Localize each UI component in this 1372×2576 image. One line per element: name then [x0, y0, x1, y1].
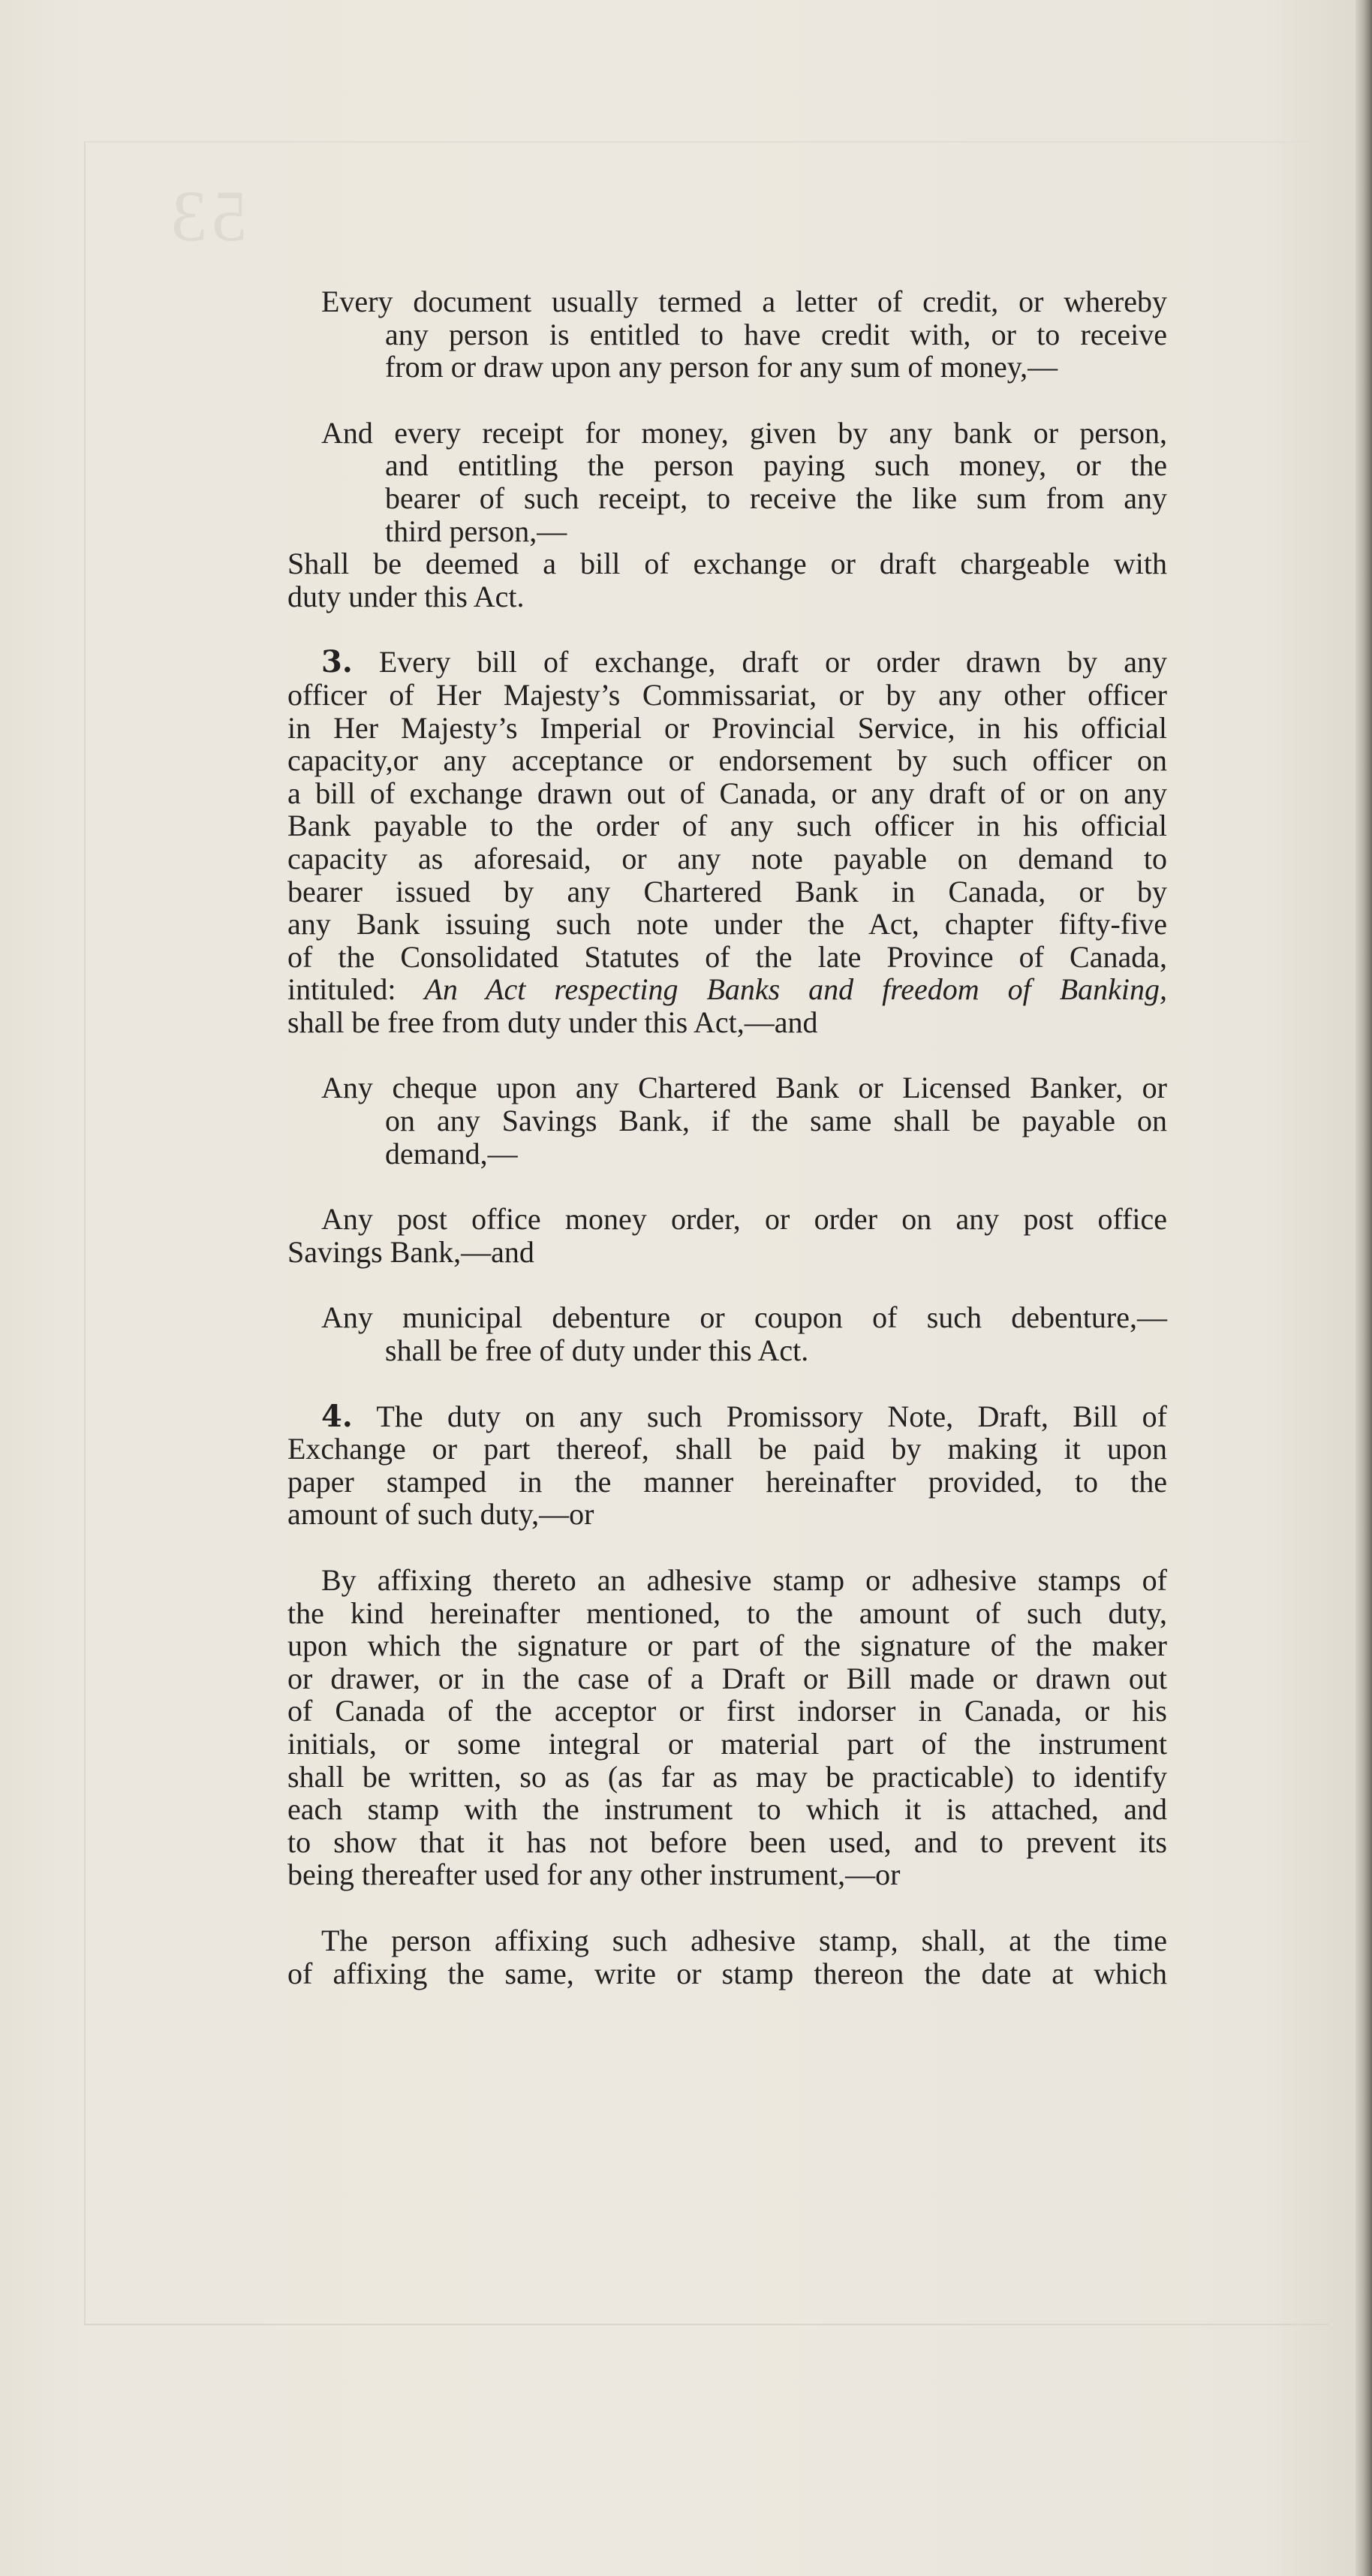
text-line: Bank payable to the order of any such officer in his official [287, 809, 1167, 843]
text-line: each stamp with the instrument to which it is attached, and [287, 1792, 1167, 1827]
text-line: of the Consolidated Statutes of the late Province of Canada, [287, 939, 1167, 974]
text-line: Shall be deemed a bill of exchange or draft chargeable with [287, 547, 1167, 581]
text-line: from or draw upon any person for any sum of money,— [385, 350, 1058, 384]
text-line: Every document usually termed a letter of credit, or whereby [321, 285, 1167, 318]
text-line: Any post office money order, or order on any post office [321, 1202, 1167, 1237]
text-line: And every receipt for money, given by any bank or person, [321, 415, 1167, 450]
text-line: capacity as aforesaid, or any note payable on demand to [287, 841, 1167, 875]
text-line: Exchange or part thereof, shall be paid by making it upon [287, 1432, 1167, 1466]
text-line: of Canada of the acceptor or first indorser in Canada, or his [287, 1694, 1167, 1728]
text-line: Every bill of exchange, draft or order drawn by any [352, 645, 1167, 679]
text-line: in Her Majesty’s Imperial or Provincial Service, in his official [287, 710, 1167, 745]
text-line: upon which the signature or part of the signature of the maker [287, 1628, 1167, 1663]
paragraph-cheque [287, 1071, 1167, 1170]
text-line: being thereafter used for any other instrument,—or [287, 1857, 901, 1892]
paragraph-letter-of-credit [287, 285, 1167, 384]
paragraph-post-office [287, 1203, 1167, 1268]
text-line: duty under this Act. [287, 579, 525, 613]
text-line: initials, or some integral or material part of the instrument [287, 1726, 1167, 1761]
section-4-first-line [287, 1400, 1167, 1433]
text-line: capacity,or any acceptance or endorsement by such officer on [287, 743, 1167, 778]
text-line: paper stamped in the manner hereinafter provided, to the [287, 1464, 1167, 1499]
text-line: shall be free from duty under this Act,—and [287, 1005, 818, 1039]
text-line: a bill of exchange drawn out of Canada, or any draft of or on any [287, 776, 1167, 810]
document-body [287, 285, 1167, 1990]
text-line: bearer of such receipt, to receive the like sum from any [385, 481, 1167, 515]
paragraph-adhesive-stamp [287, 1564, 1167, 1891]
section-4 [287, 1400, 1167, 1531]
paragraph-municipal-debenture [287, 1301, 1167, 1366]
text-line: shall be written, so as (as far as may be practicable) to identify [287, 1759, 1167, 1794]
paragraph-deemed-bill [287, 547, 1167, 613]
text-line: The person affixing such adhesive stamp, shall, at the time [321, 1923, 1167, 1957]
text-line: amount of such duty,—or [287, 1497, 594, 1532]
text-line: Any municipal debenture or coupon of such debenture,— [321, 1300, 1167, 1335]
text-line: the kind hereinafter mentioned, to the amount of such duty, [287, 1595, 1167, 1630]
section-3-first-line [287, 646, 1167, 679]
page-edge [1355, 0, 1372, 2576]
text-line: or drawer, or in the case of a Draft or Bill made or drawn out [287, 1661, 1167, 1695]
text-line: The duty on any such Promissory Note, Draft, Bill of [352, 1399, 1167, 1433]
text-line: third person,— [385, 514, 567, 548]
text-line: Savings Bank,—and [287, 1234, 534, 1269]
text-line: to show that it has not before been used, and to prevent its [287, 1824, 1167, 1859]
text-line: Any cheque upon any Chartered Bank or Licensed Banker, or [321, 1071, 1167, 1105]
intituled-line [287, 973, 1167, 1006]
page-number: 53 [167, 176, 248, 256]
section-number: 3. [321, 644, 353, 680]
intituled-label: intituled: [287, 972, 425, 1007]
text-line: shall be free of duty under this Act. [385, 1333, 809, 1368]
paragraph-person-affixing [287, 1924, 1167, 1990]
text-line: bearer issued by any Chartered Bank in Canada, or by [287, 874, 1167, 908]
section-number: 4. [321, 1398, 353, 1434]
section-3 [287, 646, 1167, 1038]
paragraph-receipt-for-money [287, 417, 1167, 547]
text-line: any person is entitled to have credit with, or to receive [385, 317, 1167, 351]
text-line: on any Savings Bank, if the same shall be payable on [385, 1104, 1167, 1138]
text-line: and entitling the person paying such money, or the [385, 448, 1167, 483]
text-line: By affixing thereto an adhesive stamp or adhesive stamps of [321, 1563, 1167, 1597]
text-line: demand,— [385, 1136, 518, 1170]
text-line: any Bank issuing such note under the Act, chapter fifty-five [287, 907, 1167, 942]
text-line: officer of Her Majesty’s Commissariat, or by any other officer [287, 677, 1167, 712]
act-title: An Act respecting Banks and freedom of Banking, [424, 972, 1167, 1007]
text-line: of affixing the same, write or stamp thereon the date at which [287, 1956, 1167, 1990]
